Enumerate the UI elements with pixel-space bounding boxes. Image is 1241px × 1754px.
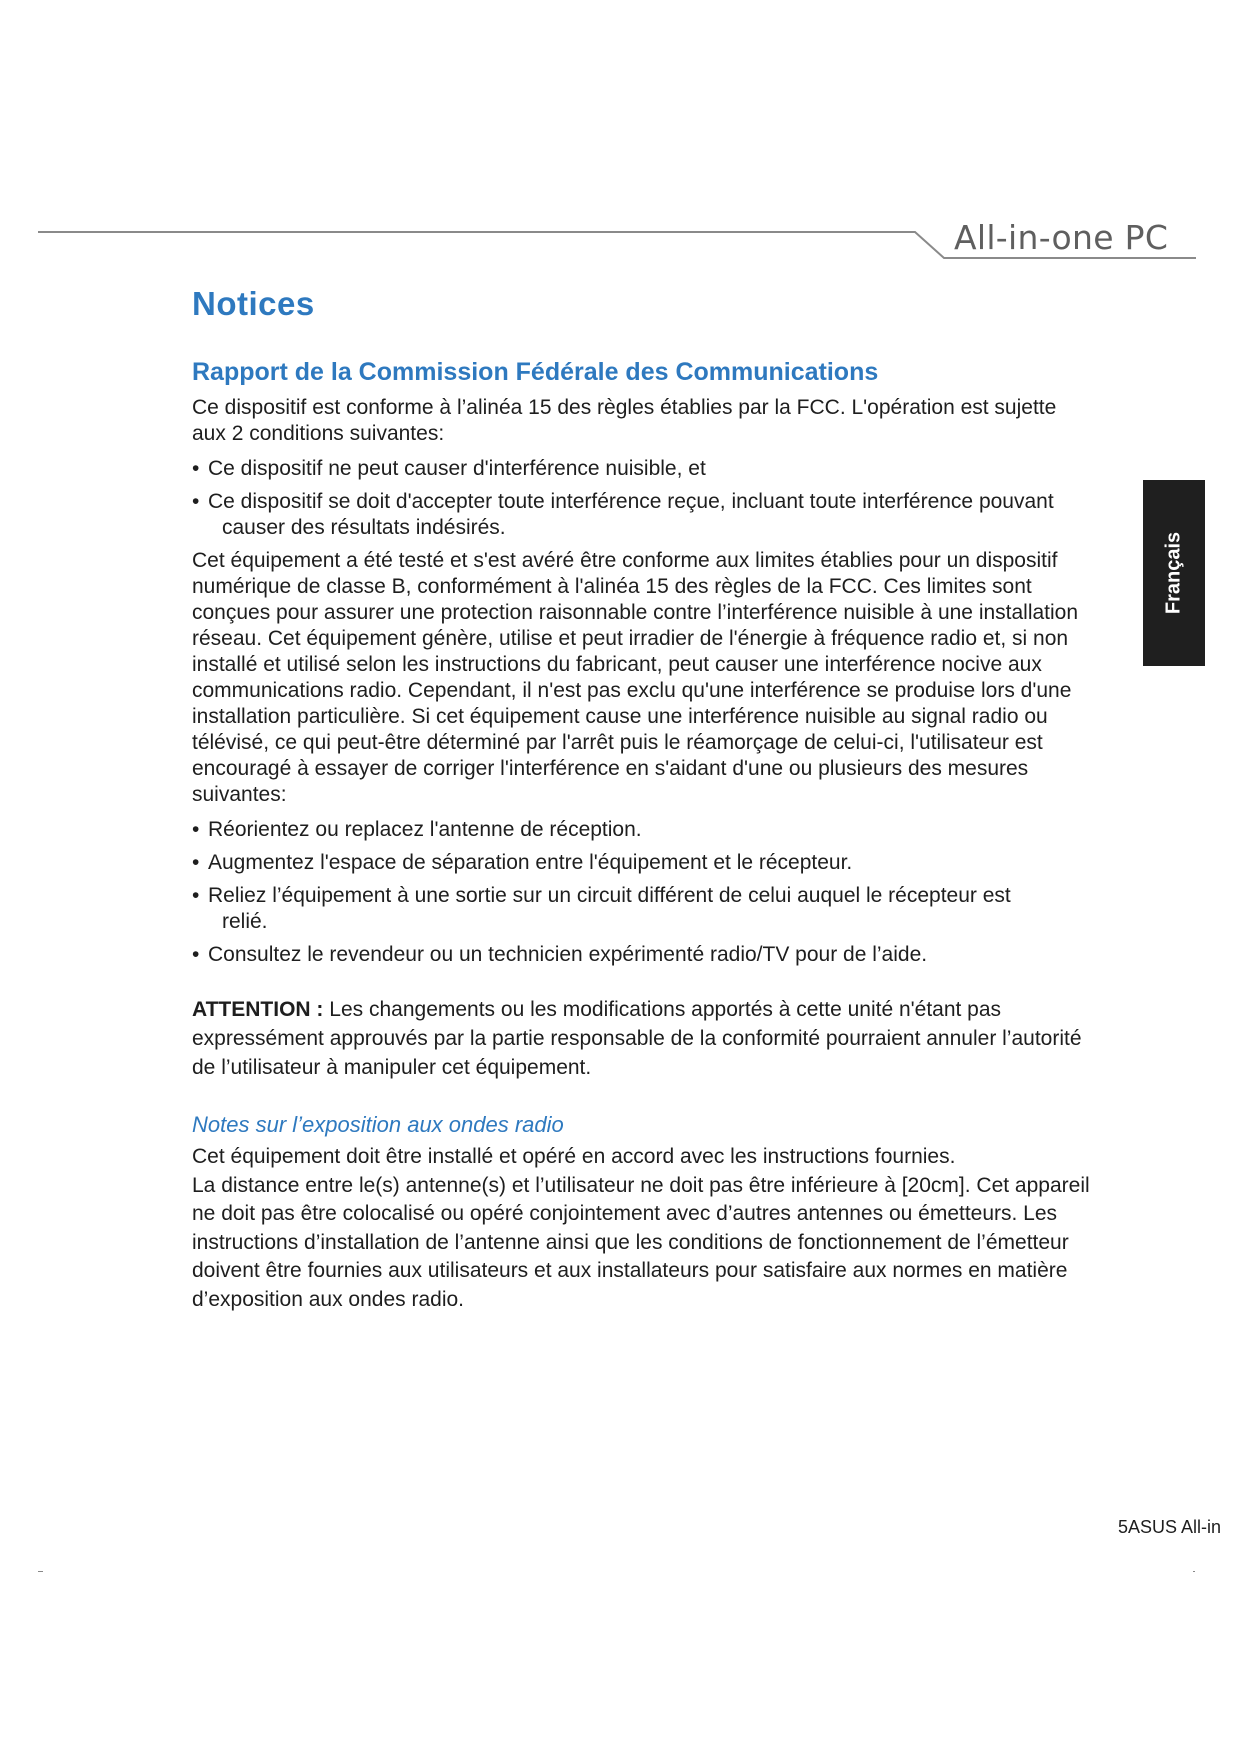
attention-label: ATTENTION : (192, 998, 324, 1021)
list-item: • Augmentez l'espace de séparation entre l'équipement et le récepteur. (192, 851, 853, 874)
fcc-body: Cet équipement a été testé et s'est avéré être conforme aux limites établies pour un dispositif numérique de classe B, conformément à l'alinéa 15 des règles de la FCC. Ces limites sont conçues pour assurer une protection raisonnable contre l’interférence nuisible à une installation réseau. Cet équipement génère, utilise et peut irradier de l'énergie à fréquence radio et, si non installé et utilisé selon les instructions du fabricant, peut causer une interférence nocive aux communications radio. Cependant, il n'est pas exclu qu'une interférence se produise lors d'une installation particulière. Si cet équipement cause une interférence nuisible au signal radio ou télévisé, ce qui peut-être déterminé par l'arrêt puis le réamorçage de celui-ci, l'utilisateur est encouragé à essayer de corriger l'interférence en s'aidant d'une ou plusieurs des mesures suivantes: (192, 549, 1079, 806)
fcc-heading: Rapport de la Commission Fédérale des Communications (192, 358, 879, 386)
radio-section (192, 1112, 1092, 1314)
fcc-conditions-list (192, 456, 1092, 541)
list-item: • Ce dispositif ne peut causer d'interférence nuisible, et (192, 457, 706, 480)
list-item: • Consultez le revendeur ou un technicien expérimenté radio/TV pour de l’aide. (192, 943, 928, 966)
language-tab-label: Français (1162, 531, 1185, 615)
radio-body: La distance entre le(s) antenne(s) et l’utilisateur ne doit pas être inférieure à [20cm]. Cet appareil ne doit pas être colocalisé ou opéré conjointement avec d’autres antennes ou émetteurs. Les instructions d’installation de l’antenne ainsi que les conditions de fonctionnement de l’émetteur doivent être fournies aux utilisateurs et aux installateurs pour satisfaire aux normes en matière d’exposition aux ondes radio. (192, 1173, 1090, 1311)
crop-mark (38, 1571, 43, 1572)
attention-text: Les changements ou les modifications apportés à cette unité n'étant pas expressément approuvés par la partie responsable de la conformité pourraient annuler l’autorité de l’utilisateur à manipuler cet équipement. (192, 998, 1082, 1079)
attention-note (192, 995, 1092, 1082)
radio-line1: Cet équipement doit être installé et opéré en accord avec les instructions fournies. (192, 1145, 956, 1168)
fcc-intro: Ce dispositif est conforme à l’alinéa 15 des règles établies par la FCC. L'opération est sujette aux 2 conditions suivantes: (192, 396, 1057, 445)
page-title: Notices (192, 285, 315, 322)
header-title: All-in-one PC (954, 218, 1169, 257)
radio-heading: Notes sur l’exposition aux ondes radio (192, 1112, 564, 1137)
list-item: • Reliez l’équipement à une sortie sur un circuit différent de celui auquel le récepteur est relié. (192, 884, 1011, 933)
list-item: • Réorientez ou replacez l'antenne de réception. (192, 818, 642, 841)
list-item: • Ce dispositif se doit d'accepter toute interférence reçue, incluant toute interférence pouvant causer des résultats indésirés. (192, 490, 1054, 539)
fcc-measures-list (192, 817, 1092, 968)
language-tab (1143, 480, 1205, 666)
page-footer: 5ASUS All-in (1118, 1517, 1222, 1537)
page-content (192, 285, 1092, 1314)
crop-mark (1193, 1571, 1195, 1572)
